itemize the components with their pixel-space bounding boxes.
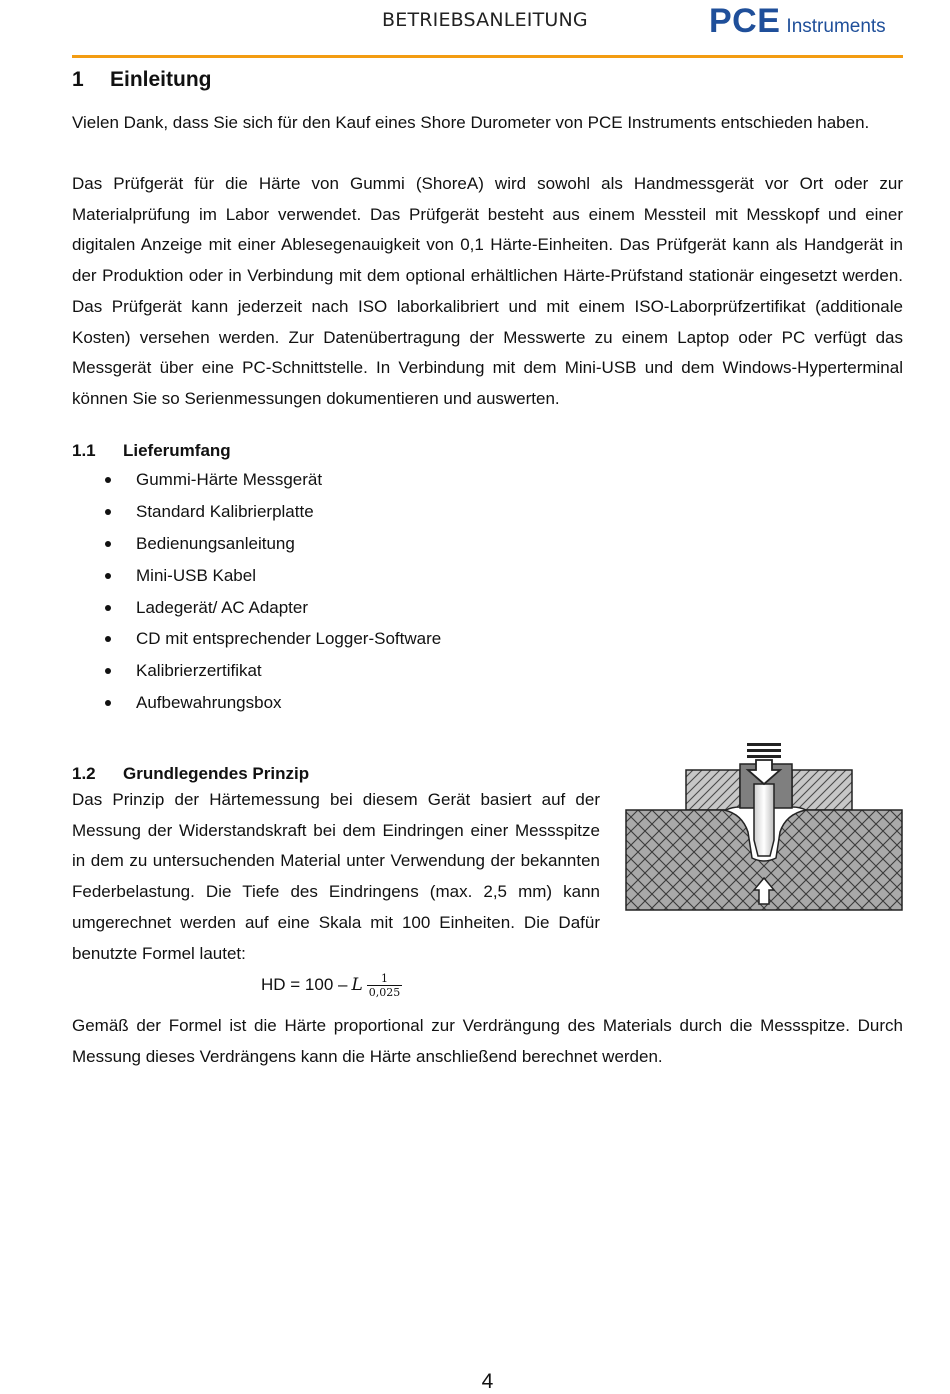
hardness-formula [261,972,402,999]
list-item: Kalibrierzertifikat [72,655,441,687]
upper-plate-left [686,770,740,810]
delivery-list [72,464,441,719]
section-1-title: Einleitung [110,68,212,91]
section-1-2-title: Grundlegendes Prinzip [123,764,310,783]
indenter-pin [754,784,774,856]
formula-fraction [367,972,403,999]
header-rule [72,55,903,58]
formula-denominator: 0,025 [368,986,401,999]
header-title: BETRIEBSANLEITUNG [382,9,588,31]
list-item: CD mit entsprechender Logger-Software [72,623,441,655]
section-1-1-heading [72,441,231,461]
list-item: Standard Kalibrierplatte [72,496,441,528]
logo-pce: PCE [709,2,781,40]
section-1-1-number: 1.1 [72,441,96,460]
intro-paragraph-2: Das Prüfgerät für die Härte von Gummi (ShoreA) wird sowohl als Handmessgerät vor Ort oder zur Materialprüfung im Labor verwendet. Das Prüfgerät besteht aus einem Messteil mit Messkopf und einer digitalen Anzeige mit einer Ablesegenauigkeit von 0,1 Härte-Einheiten. Das Prüfgerät kann als Handgerät in der Produktion oder in Verbindung mit dem optional erhältlichen Härte-Prüfstand stationär eingesetzt werden. Das Prüfgerät kann jederzeit nach ISO laborkalibriert und mit einem ISO-Laborprüfzertifikat (additionale Kosten) versehen werden. Zur Datenübertragung der Messwerte zu einem Laptop oder PC verfügt das Messgerät über eine PC-Schnittstelle. In Verbindung mit dem Mini-USB und dem Windows-Hyperterminal können Sie so Serienmessungen dokumentieren und auswerten. [72,174,903,408]
list-item: Bedienungsanleitung [72,528,441,560]
section-1-2-heading [72,764,309,784]
brand-logo [709,2,886,42]
list-item: Mini-USB Kabel [72,560,441,592]
page-number: 4 [481,1370,494,1393]
upper-plate-right [792,770,852,810]
intro-paragraph-1: Vielen Dank, dass Sie sich für den Kauf eines Shore Durometer von PCE Instruments entschieden haben. [72,113,870,132]
formula-variable: L [351,974,363,995]
indenter-diagram [624,740,904,912]
list-item: Aufbewahrungsbox [72,687,441,719]
list-item: Gummi-Härte Messgerät [72,464,441,496]
logo-instruments: Instruments [786,16,886,37]
list-item: Ladegerät/ AC Adapter [72,592,441,624]
principle-paragraph: Das Prinzip der Härtemessung bei diesem Gerät basiert auf der Messung der Widerstandskraft bei dem Eindringen einer Messspitze in dem zu untersuchenden Material unter Verwendung der bekannten Federbelastung. Die Tiefe des Eindringens (max. 2,5 mm) kann umgerechnet werden auf eine Skala mit 100 Einheiten. Die Dafür benutzte Formel lautet: [72,790,600,963]
formula-numerator: 1 [367,972,403,986]
force-lines [747,743,781,746]
section-1-heading [72,68,212,92]
section-1-1-title: Lieferumfang [123,441,231,460]
conclusion-paragraph: Gemäß der Formel ist die Härte proportional zur Verdrängung des Materials durch die Messspitze. Durch Messung dieses Verdrängens kann die Härte anschließend berechnet werden. [72,1016,903,1066]
formula-lhs: HD = 100 – [261,974,348,994]
section-1-number: 1 [72,68,84,91]
section-1-2-number: 1.2 [72,764,96,783]
